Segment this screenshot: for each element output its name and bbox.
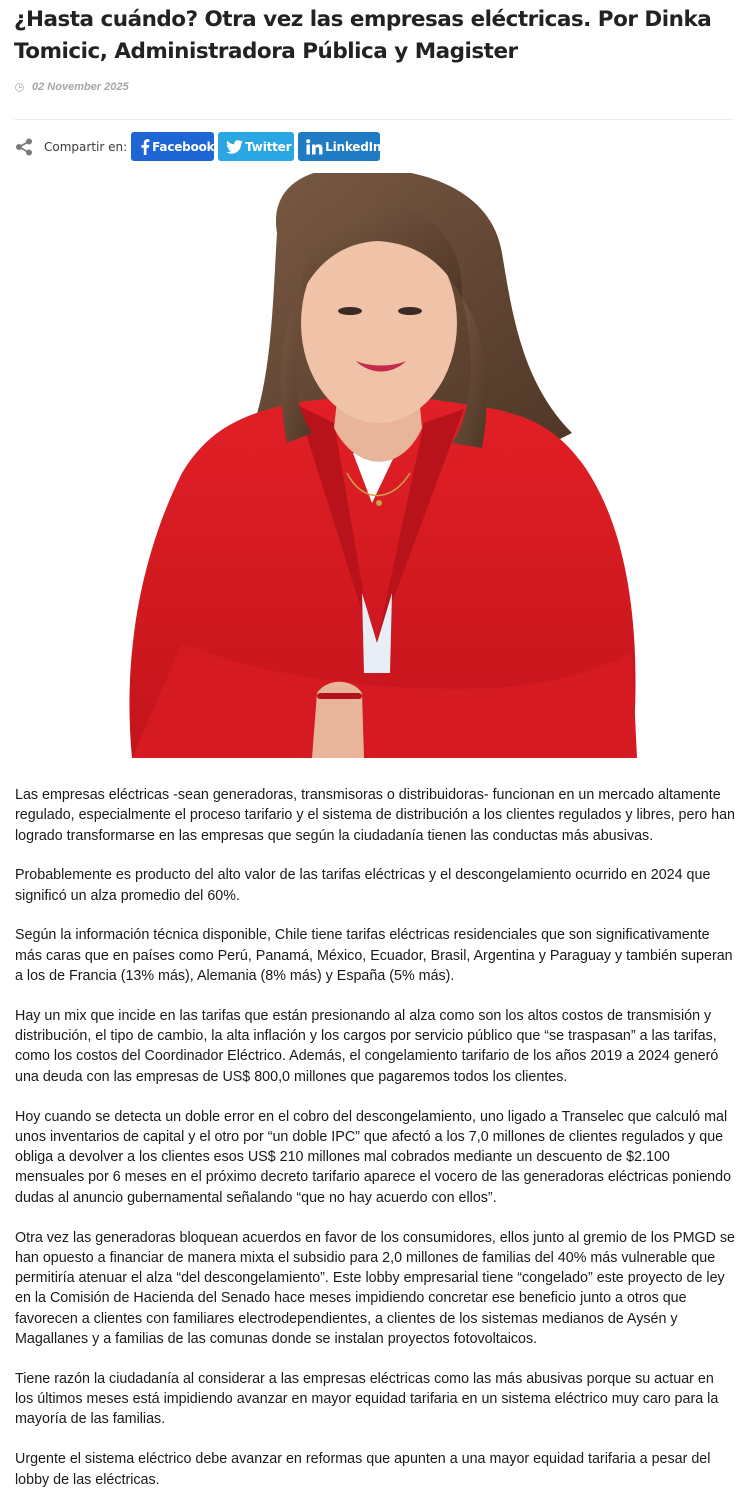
twitter-label: Twitter [245,139,292,154]
article-body [15,785,735,1509]
paragraph: Otra vez las generadoras bloquean acuerdos en favor de los consumidores, ellos junto al gremio de los PMGD se han opuesto a financiar de manera mixta el subsidio para 2,0 millones de familias del 40% más vulnerable que permitiría atenuar el alza “del descongelamiento”. Este lobby empresarial tiene “congelado” este proyecto de ley en la Comisión de Hacienda del Senado hace meses impidiendo concretar ese beneficio junto a otros que favorecen a clientes con familiares electrodependientes, a clientes de los sistemas medianos de Aysén y Magallanes y a familias de las comunas donde se instalan proyectos fotovoltaicos. [15,1229,735,1348]
share-label: Compartir en: [44,139,128,154]
paragraph: Probablemente es producto del alto valor de las tarifas eléctricas y el descongelamiento ocurrido en 2024 que significó un alza promedio del 60%. [15,867,711,904]
facebook-share-button[interactable] [131,132,214,161]
facebook-icon [140,139,150,155]
share-bar [14,132,384,161]
article-meta [15,79,129,95]
article-title: ¿Hasta cuándo? Otra vez las empresas eléctricas. Por Dinka Tomicic, Administradora Pública y Magister [14,7,712,64]
twitter-share-button[interactable] [218,132,294,161]
share-icon [14,137,34,157]
divider [14,119,734,120]
twitter-icon [226,140,243,154]
paragraph: Hoy cuando se detecta un doble error en el cobro del descongelamiento, uno ligado a Transelec que calculó mal unos inventarios de capital y el otro por “un doble IPC” que afectó a los 7,0 millones de clientes regulados y que obliga a devolver a los clientes esos US$ 210 millones mal cobrados mediante un descuento de $2.100 mensuales por 6 meses en el próximo decreto tarifario aparece el vocero de las generadoras eléctricas poniendo dudas al anuncio gubernamental señalando “que no hay acuerdo con ellos”. [15,1108,732,1206]
clock-icon [15,83,24,92]
paragraph: Las empresas eléctricas -sean generadoras, transmisoras o distribuidoras- funcionan en un mercado altamente regulado, especialmente el proceso tarifario y el sistema de distribución a los clientes regulados y libres, pero han logrado transformarse en las empresas que según la ciudadanía tienen las conductas más abusivas. [15,787,735,844]
facebook-label: Facebook [152,139,215,154]
paragraph: Urgente el sistema eléctrico debe avanzar en reformas que apunten a una mayor equidad tarifaria a pesar del lobby de las eléctricas. [15,1451,711,1488]
paragraph: Hay un mix que incide en las tarifas que están presionando al alza como son los altos costos de transmisión y distribución, el tipo de cambio, la alta inflación y los cargos por servicio público que “se traspasan” a las tarifas, como los costos del Coordinador Eléctrico. Además, el congelamiento tarifario de los años 2019 a 2024 generó una deuda con las empresas de US$ 800,0 millones que pagaremos todos los clientes. [15,1007,719,1085]
publish-date: 02 November 2025 [32,81,129,93]
linkedin-share-button[interactable] [298,132,380,161]
article-photo [72,173,682,758]
paragraph: Tiene razón la ciudadanía al considerar a las empresas eléctricas como las más abusivas porque su actuar en los últimos meses está impidiendo avanzar en mayor equidad tarifaria en un sistema eléctrico muy caro para la mayoría de las familias. [15,1370,719,1428]
portrait-illustration [72,173,682,758]
linkedin-label: LinkedIn [325,139,382,154]
linkedin-icon [306,139,323,155]
paragraph: Según la información técnica disponible, Chile tiene tarifas eléctricas residenciales que son significativamente más caras que en países como Perú, Panamá, México, Ecuador, Brasil, Argentina y Paraguay y también superan a los de Francia (13% más), Alemania (8% más) y España (5% más). [15,927,733,985]
